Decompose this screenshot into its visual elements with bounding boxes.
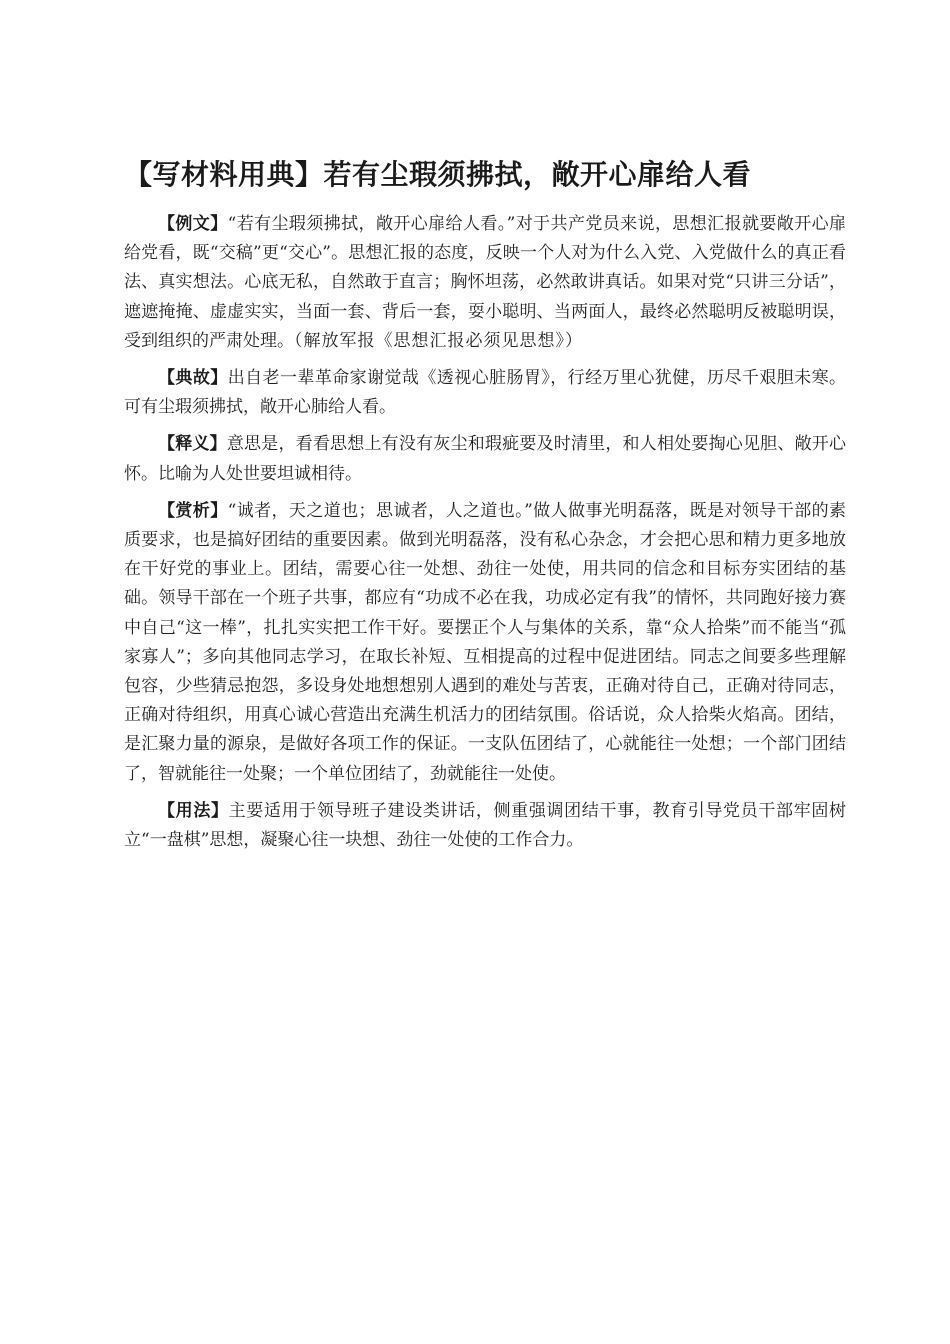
allusion-label: 【典故】 — [158, 368, 228, 389]
document-title: 【写材料用典】若有尘瑕须拂拭，敞开心扉给人看 — [124, 158, 752, 191]
example-text: “若有尘瑕须拂拭，敞开心扉给人看。”对于共产党员来说，思想汇报就要敞开心扉给党看，既“交稿”更“交心”。思想汇报的态度，反映一个人对为什么入党、入党做什么的真正看法、真实想法。心底无私，自然敢于直言；胸怀坦荡，必然敢讲真话。如果对党“只讲三分话”，遮遮掩掩、虚虚实实，当面一套、背后一套，耍小聪明、当两面人，最终必然聪明反被聪明误，受到组织的严肃处理。 — [124, 214, 847, 351]
document-body — [124, 210, 846, 863]
usage-paragraph — [124, 797, 846, 855]
example-label: 【例文】 — [158, 214, 228, 234]
example-citation: （解放军报《思想汇报必须见思想》） — [294, 330, 583, 351]
meaning-paragraph — [124, 430, 846, 488]
allusion-text: 出自老一辈革命家谢觉哉《透视心脏肠胃》，行经万里心犹健，历尽千艰胆未寒。可有尘瑕须拂拭，敞开心肺给人看。 — [124, 368, 847, 418]
analysis-paragraph — [124, 497, 846, 789]
meaning-text: 意思是，看看思想上有没有灰尘和瑕疵要及时清里，和人相处要掏心见胆、敞开心怀。比喻为人处世要坦诚相待。 — [124, 434, 847, 484]
example-paragraph — [124, 210, 846, 356]
allusion-paragraph — [124, 364, 846, 422]
usage-text: 主要适用于领导班子建设类讲话，侧重强调团结干事，教育引导党员干部牢固树立“一盘棋”思想，凝聚心往一块想、劲往一处使的工作合力。 — [124, 800, 847, 851]
analysis-text: “诚者，天之道也；思诚者，人之道也。”做人做事光明磊落，既是对领导干部的素质要求，也是搞好团结的重要因素。做到光明磊落，没有私心杂念，才会把心思和精力更多地放在干好党的事业上。团结，需要心往一处想、劲往一处使，用共同的信念和目标夯实团结的基础。领导干部在一个班子共事，都应有“功成不必在我，功成必定有我”的情怀，共同跑好接力赛中自己“这一棒”，扎扎实实把工作干好。要摆正个人与集体的关系，靠“众人拾柴”而不能当“孤家寡人”；多向其他同志学习，在取长补短、互相提高的过程中促进团结。同志之间要多些理解包容，少些猜忌抱怨，多设身处地想想别人遇到的难处与苦衷，正确对待自己，正确对待同志，正确对待组织，用真心诚心营造出充满生机活力的团结氛围。俗话说，众人拾柴火焰高。团结，是汇聚力量的源泉，是做好各项工作的保证。一支队伍团结了，心就能往一处想；一个部门团结了，智就能往一处聚；一个单位团结了，劲就能往一处使。 — [124, 500, 847, 784]
usage-label: 【用法】 — [158, 800, 229, 821]
analysis-label: 【赏析】 — [158, 500, 228, 521]
meaning-label: 【释义】 — [158, 434, 227, 455]
